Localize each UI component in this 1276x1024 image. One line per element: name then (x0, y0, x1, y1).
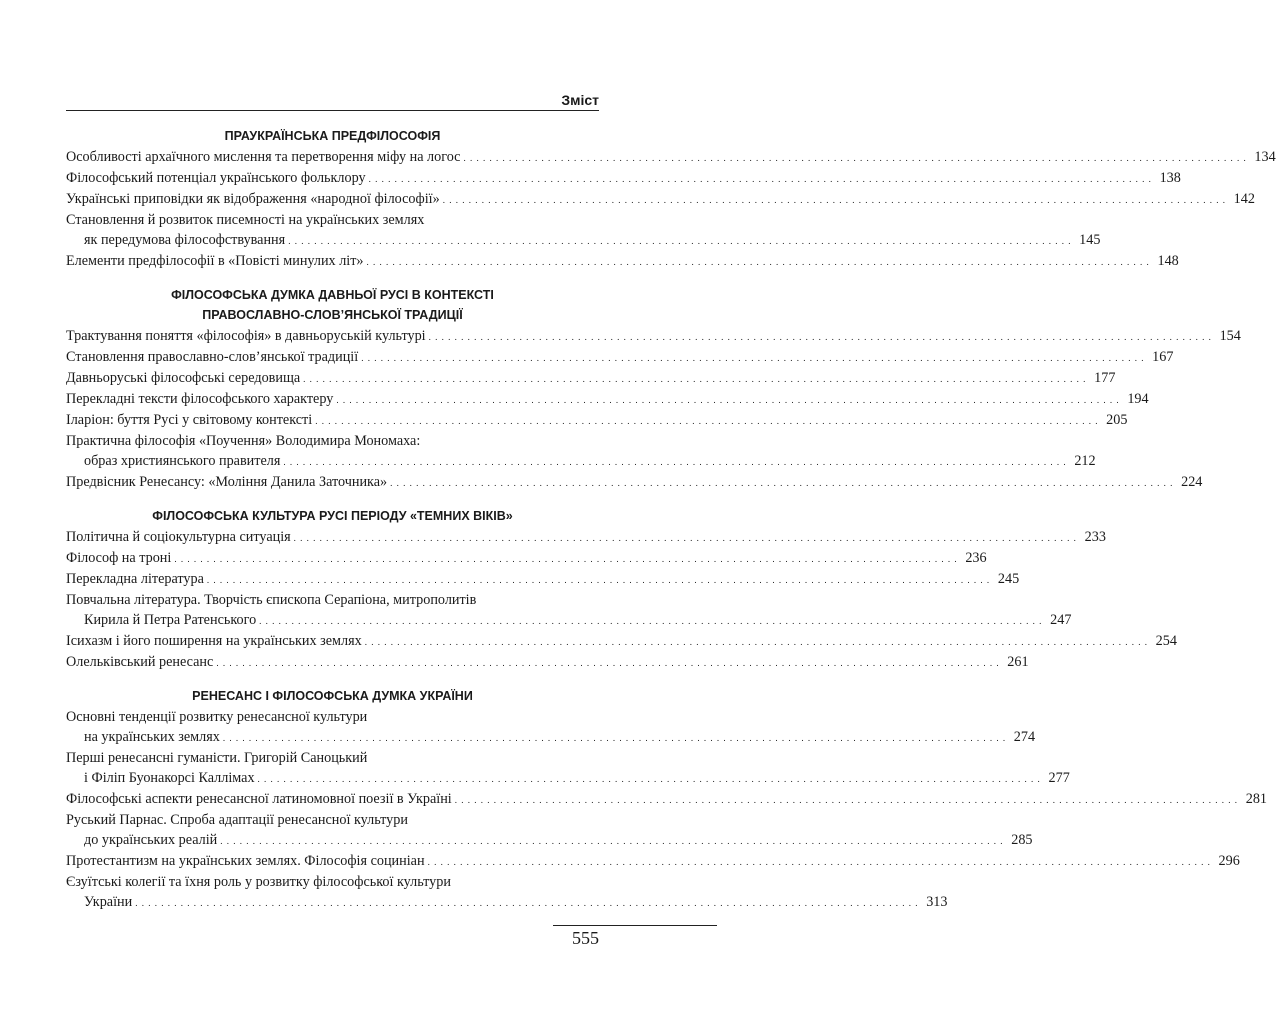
toc-entry[interactable] (66, 810, 1033, 851)
entry-title: Філософський потенціал українського фольклору (66, 170, 366, 186)
entry-title: Філософські аспекти ренесансної латиномовної поезії в Україні (66, 791, 452, 807)
entry-page: 194 (1127, 391, 1149, 407)
dot-leader (135, 892, 918, 913)
entry-title: Становлення й розвиток писемності на українських землях (66, 212, 425, 228)
dot-leader (303, 368, 1086, 389)
toc-entry[interactable] (66, 410, 1128, 431)
dot-leader (369, 168, 1152, 189)
dot-leader (463, 147, 1246, 168)
entry-page: 233 (1084, 529, 1106, 545)
toc-entry[interactable] (66, 368, 1116, 389)
entry-title: Олельківський ренесанс (66, 654, 214, 670)
entry-page: 138 (1159, 170, 1181, 186)
toc-entry[interactable] (66, 147, 1276, 168)
entry-page: 274 (1013, 729, 1036, 745)
entry-title: Руський Парнас. Спроба адаптації ренесансної культури (66, 812, 408, 828)
toc-entry[interactable] (66, 631, 1177, 652)
entry-title: до українських реалій (84, 832, 218, 848)
dot-leader (365, 631, 1148, 652)
toc-entry[interactable] (66, 472, 1203, 493)
toc-entry[interactable] (66, 789, 1267, 810)
dot-leader (283, 451, 1066, 472)
toc-entry[interactable] (66, 389, 1149, 410)
toc-section (66, 687, 1267, 913)
entry-title: Особливості архаїчного мислення та перетворення міфу на логос (66, 149, 461, 165)
entry-title: України (84, 894, 133, 910)
toc-entry[interactable] (66, 431, 1096, 472)
toc-entry[interactable] (66, 872, 948, 913)
entry-page: 236 (965, 550, 987, 566)
section-title: РЕНЕСАНС І ФІЛОСОФСЬКА ДУМКА УКРАЇНИ (192, 689, 473, 703)
dot-leader (294, 527, 1077, 548)
entry-title: як передумова філософствування (84, 232, 286, 248)
dot-leader (367, 251, 1150, 272)
dot-leader (223, 727, 1006, 748)
entry-page: 254 (1155, 633, 1177, 649)
dot-leader (258, 768, 1041, 789)
entry-title: Філософ на троні (66, 550, 172, 566)
entry-title: Основні тенденції розвитку ренесансної культури (66, 709, 368, 725)
toc-entry[interactable] (66, 590, 1072, 631)
section-title: ФІЛОСОФСЬКА ДУМКА ДАВНЬОЇ РУСІ В КОНТЕКСТІ (171, 288, 494, 302)
entry-title: Кирила й Петра Ратенського (84, 612, 257, 628)
toc-entry[interactable] (66, 851, 1240, 872)
entry-title: Елементи предфілософії в «Повісті минулих літ» (66, 253, 364, 269)
dot-leader (336, 389, 1119, 410)
dot-leader (443, 189, 1226, 210)
entry-title: Українські приповідки як відображення «народної філософії» (66, 191, 440, 207)
page-number: 555 (572, 928, 599, 948)
entry-title: Практична філософія «Поучення» Володимира Мономаха: (66, 433, 421, 449)
entry-title: і Філіп Буонакорсі Каллімах (84, 770, 255, 786)
toc-entry[interactable] (66, 569, 1020, 590)
entry-title: Перекладні тексти філософського характеру (66, 391, 334, 407)
toc-entry[interactable] (66, 326, 1241, 347)
entry-title: Політична й соціокультурна ситуація (66, 529, 291, 545)
entry-page: 296 (1218, 853, 1240, 869)
dot-leader (259, 610, 1042, 631)
entry-page: 177 (1094, 370, 1116, 386)
section-title: ПРАВОСЛАВНО-СЛОВ’ЯНСЬКОЇ ТРАДИЦІЇ (202, 308, 463, 322)
toc-entry[interactable] (66, 548, 987, 569)
entry-title: Перекладна література (66, 571, 204, 587)
section-title: ФІЛОСОФСЬКА КУЛЬТУРА РУСІ ПЕРІОДУ «ТЕМНИХ ВІКІВ» (152, 509, 513, 523)
entry-page: 281 (1245, 791, 1267, 807)
dot-leader (220, 830, 1003, 851)
entry-title: Єзуїтські колегії та їхня роль у розвитку філософської культури (66, 874, 451, 890)
dot-leader (429, 326, 1212, 347)
entry-title: Ісихазм і його поширення на українських землях (66, 633, 362, 649)
dot-leader (288, 230, 1071, 251)
dot-leader (361, 347, 1144, 368)
entry-page: 142 (1233, 191, 1255, 207)
dot-leader (207, 569, 990, 590)
toc-entry[interactable] (66, 527, 1106, 548)
entry-page: 247 (1050, 612, 1072, 628)
entry-title: Трактування поняття «філософія» в давньоруській культурі (66, 328, 426, 344)
entry-page: 205 (1106, 412, 1128, 428)
running-header (66, 92, 599, 111)
toc-entry[interactable] (66, 652, 1029, 673)
footer-rule (553, 925, 717, 926)
dot-leader (174, 548, 957, 569)
entry-title: на українських землях (84, 729, 220, 745)
entry-title: Перші ренесансні гуманісти. Григорій Саноцький (66, 750, 368, 766)
toc-section (66, 286, 1241, 493)
entry-page: 245 (997, 571, 1020, 587)
dot-leader (428, 851, 1211, 872)
entry-page: 145 (1079, 232, 1101, 248)
dot-leader (390, 472, 1173, 493)
entry-page: 148 (1157, 253, 1179, 269)
entry-title: Іларіон: буття Русі у світовому контексті (66, 412, 313, 428)
entry-page: 224 (1181, 474, 1203, 490)
entry-page: 285 (1011, 832, 1033, 848)
entry-page: 134 (1254, 149, 1276, 165)
entry-page: 212 (1074, 453, 1096, 469)
section-title: ПРАУКРАЇНСЬКА ПРЕДФІЛОСОФІЯ (224, 129, 441, 143)
dot-leader (315, 410, 1098, 431)
entry-title: образ християнського правителя (84, 453, 281, 469)
toc-entry[interactable] (66, 210, 1101, 251)
entry-title: Повчальна література. Творчість єпископа Серапіона, митрополитів (66, 592, 477, 608)
toc-section (66, 507, 1177, 673)
toc-entry[interactable] (66, 748, 1070, 789)
toc-entry[interactable] (66, 707, 1036, 748)
toc-section (66, 127, 1276, 272)
entry-title: Протестантизм на українських землях. Філософія социніан (66, 853, 425, 869)
entry-page: 277 (1048, 770, 1070, 786)
toc-entry[interactable] (66, 347, 1174, 368)
entry-page: 154 (1219, 328, 1241, 344)
entry-page: 261 (1007, 654, 1029, 670)
toc-entry[interactable] (66, 168, 1181, 189)
entry-title: Предвісник Ренесансу: «Моління Данила Заточника» (66, 474, 388, 490)
toc-entry[interactable] (66, 251, 1179, 272)
entry-page: 313 (926, 894, 948, 910)
dot-leader (216, 652, 999, 673)
toc-entry[interactable] (66, 189, 1255, 210)
entry-title: Становлення православно-слов’янської традиції (66, 349, 359, 365)
entry-page: 167 (1152, 349, 1174, 365)
header-title: Зміст (561, 92, 599, 108)
entry-title: Давньоруські філософські середовища (66, 370, 301, 386)
table-of-contents (66, 127, 1276, 927)
dot-leader (455, 789, 1238, 810)
